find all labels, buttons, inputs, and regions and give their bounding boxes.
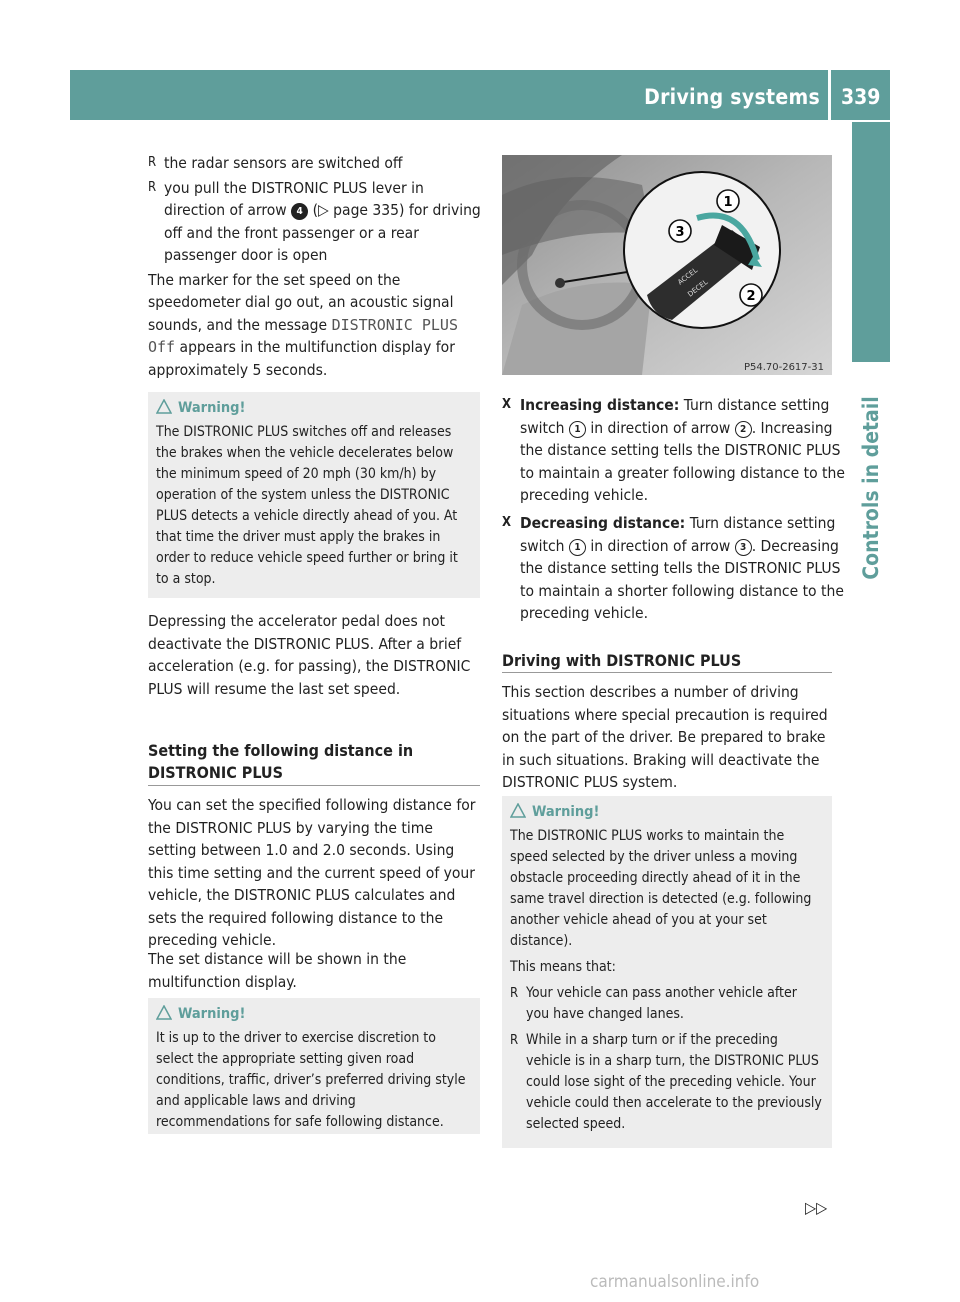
side-tab-marker bbox=[852, 122, 890, 362]
warning-box-1 bbox=[148, 392, 480, 598]
warning-title: Warning! bbox=[532, 804, 600, 820]
image-code: P54.70-2617-31 bbox=[743, 362, 824, 373]
page-section-title: Driving systems bbox=[644, 85, 820, 109]
warning-triangle-icon bbox=[156, 399, 172, 414]
callout-label: 1 bbox=[723, 195, 733, 210]
paragraph-time-setting: You can set the specified following distance for the DISTRONIC PLUS by varying the time setting between 1.0 and 2.0 seconds. Using this time setting and the current speed of your vehicle, the DISTRONIC PLUS calculates and sets the required following distance to the preceding vehicle. bbox=[148, 796, 476, 949]
warning-bullet: R While in a sharp turn or if the preceding vehicle is in a sharp turn, the DISTRONIC PLUS could lose sight of the preceding vehicle. Your vehicle could then accelerate to the previously selected speed. bbox=[510, 1030, 824, 1135]
warning-bullet: R Your vehicle can pass another vehicle after you have changed lanes. bbox=[510, 983, 824, 1025]
paragraph-accelerator: Depressing the accelerator pedal does not deactivate the DISTRONIC PLUS. After a brief acceleration (e.g. for passing), the DISTRONIC PLUS will resume the last set speed. bbox=[148, 612, 471, 698]
warning-text: The DISTRONIC PLUS works to maintain the speed selected by the driver unless a moving obstacle proceeding directly ahead of it in the same travel direction is detected (e.g. following another vehicle ahead of you at your set distance). bbox=[510, 828, 812, 949]
callout-label: 2 bbox=[746, 289, 756, 304]
bullet-lever: R you pull the DISTRONIC PLUS lever in direction of arrow 4 (▷ page 335) for driving off and the front passenger or a rear passenger door is open bbox=[148, 177, 483, 267]
warning-text: The DISTRONIC PLUS switches off and releases the brakes when the vehicle decelerates below the minimum speed of 20 mph (30 km/h) by operation of the system unless the DISTRONIC PLUS detects a vehicle directly ahead of you. At that time the driver must apply the brakes in order to reduce vehicle speed further or bring it to a stop. bbox=[156, 424, 458, 587]
warning-box-2 bbox=[148, 998, 480, 1134]
callout-label: 3 bbox=[675, 225, 685, 240]
side-tab-label: Controls in detail bbox=[859, 396, 883, 580]
svg-text:ACCEL: ACCEL bbox=[676, 266, 700, 287]
warning-triangle-icon bbox=[510, 803, 526, 818]
paragraph-marker: The marker for the set speed on the speedometer dial go out, an acoustic signal sounds, and the message DISTRONIC PLUS Off appears in the multifunction display for approximately 5 seconds. bbox=[148, 270, 458, 379]
heading-rule bbox=[502, 672, 832, 673]
svg-text:DECEL: DECEL bbox=[686, 278, 710, 299]
header-divider bbox=[828, 70, 831, 120]
step-decreasing-distance: X Decreasing distance: Turn distance setting switch 1 in direction of arrow 3 . Decreasing the distance setting tells the DISTRONIC PLUS to maintain a shorter following distance to the preceding vehicle. bbox=[502, 514, 844, 622]
section-heading-driving-with: Driving with DISTRONIC PLUS bbox=[502, 651, 742, 670]
page-number: 339 bbox=[841, 85, 881, 109]
paragraph-driving-situations: This section describes a number of driving situations where special precaution is required on the part of the driver. Be prepared to brake in such situations. Braking will deactivate the DISTRONIC PLUS system. bbox=[502, 683, 828, 791]
warning-box-3 bbox=[502, 796, 832, 1148]
heading-rule bbox=[148, 785, 480, 786]
warning-title: Warning! bbox=[178, 400, 246, 416]
watermark: carmanualsonline.info bbox=[590, 1272, 760, 1292]
step-increasing-distance: X Increasing distance: Turn distance setting switch 1 in direction of arrow 2 . Increasing the distance setting tells the DISTRONIC PLUS to maintain a greater following distance to the preceding vehicle. bbox=[502, 396, 845, 504]
distance-switch-illustration bbox=[502, 155, 832, 375]
bullet-radar: R the radar sensors are switched off bbox=[148, 152, 483, 175]
continue-arrows-icon: ▷▷ bbox=[805, 1198, 828, 1217]
warning-text: It is up to the driver to exercise discretion to select the appropriate setting given road conditions, traffic, driver’s preferred driving style and applicable laws and driving recommendations for safe following distance. bbox=[156, 1030, 466, 1130]
section-heading-following-distance: Setting the following distance in DISTRONIC PLUS bbox=[148, 741, 414, 782]
warning-triangle-icon bbox=[156, 1005, 172, 1020]
arrow-number-badge: 4 bbox=[291, 203, 308, 220]
left-intro bbox=[148, 152, 483, 381]
display-message: DISTRONIC PLUS Off bbox=[148, 315, 458, 356]
paragraph-set-distance: The set distance will be shown in the multifunction display. bbox=[148, 950, 407, 991]
warning-title: Warning! bbox=[178, 1006, 246, 1022]
warning-means: This means that: bbox=[510, 959, 616, 975]
